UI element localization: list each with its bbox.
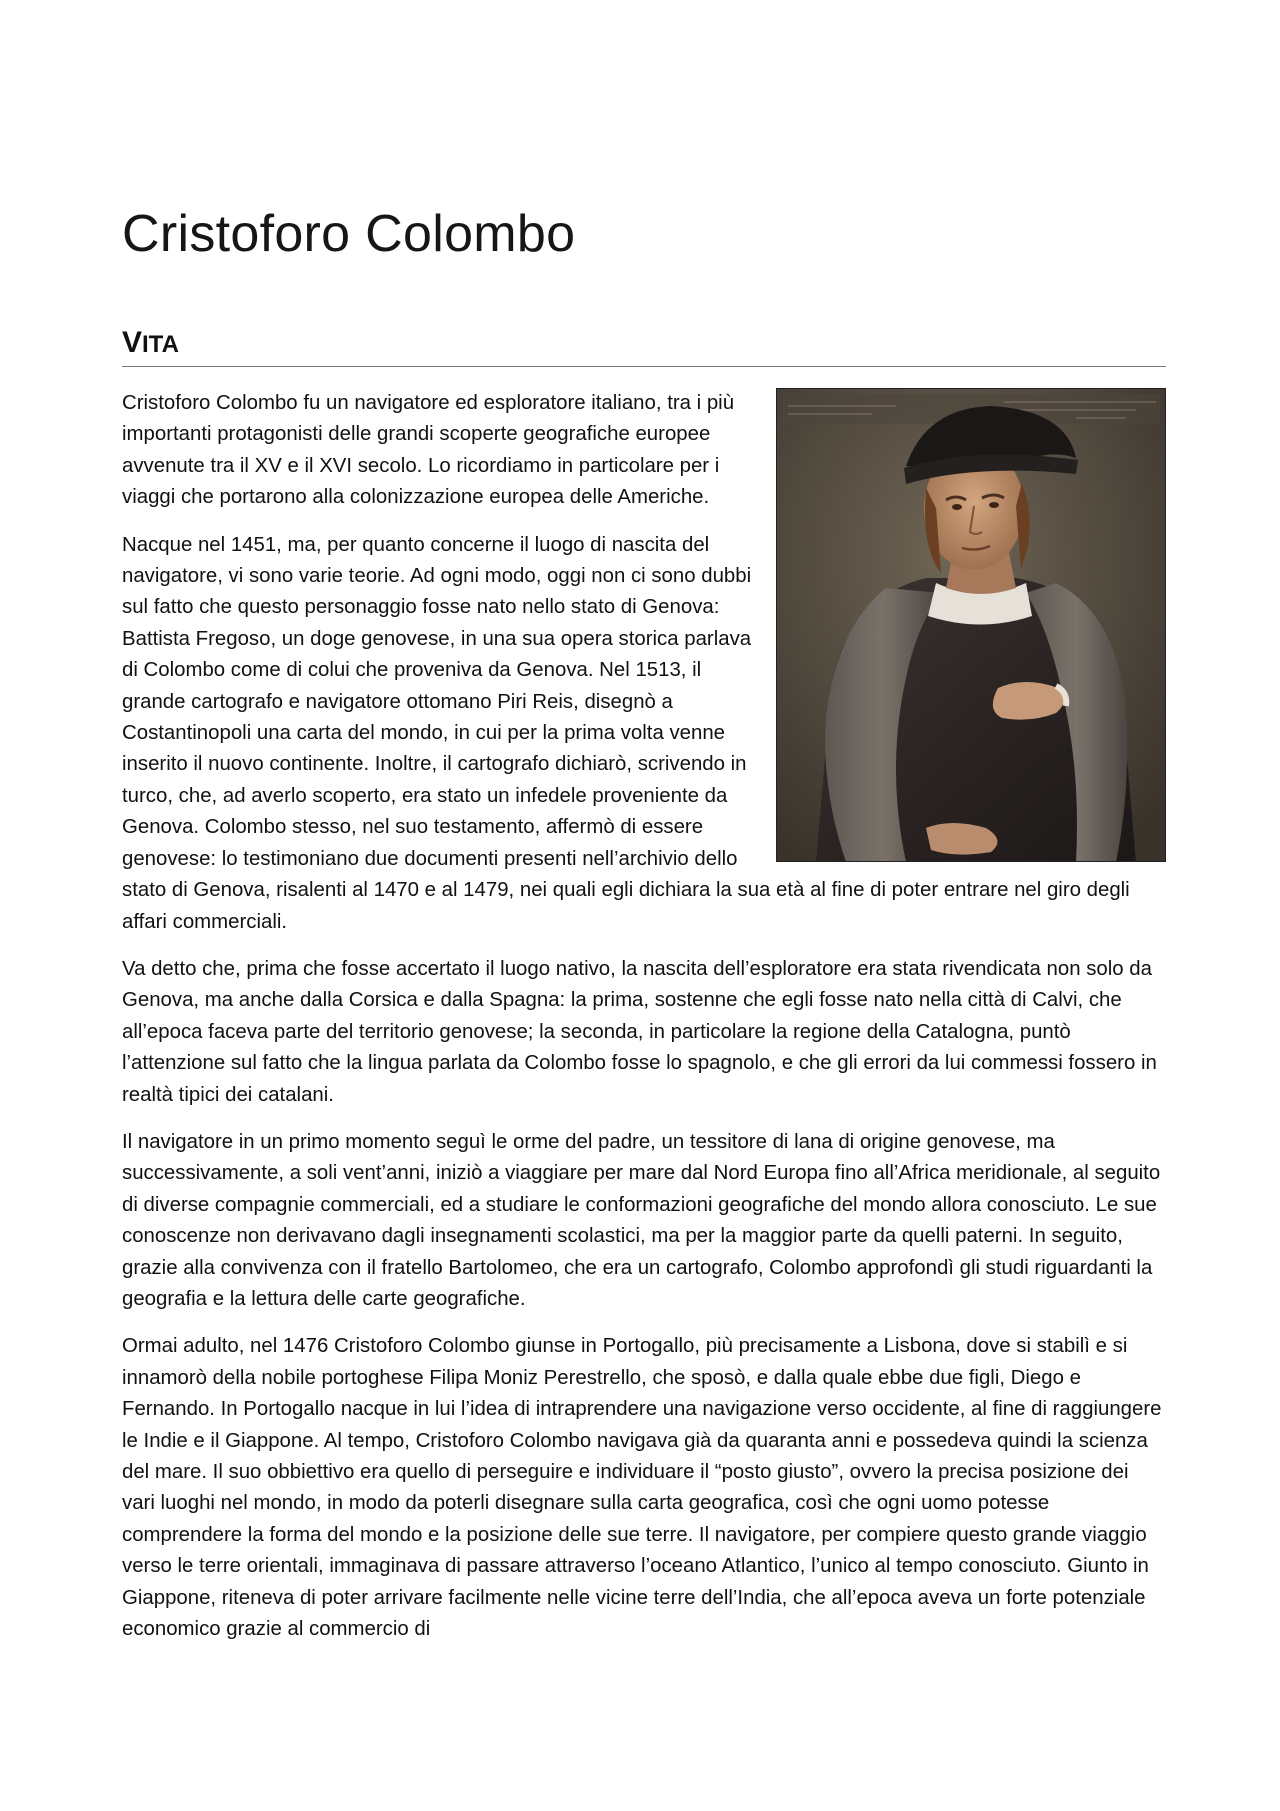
section-heading-rest: ITA [142, 331, 179, 358]
portrait-illustration [776, 388, 1166, 862]
paragraph-5: Ormai adulto, nel 1476 Cristoforo Colombo giunse in Portogallo, più precisamente a Lisbona, dove si stabilì e si innamorò della nobile portoghese Filipa Moniz Perestrello, che sposò, e dalla quale ebbe due figli, Diego e Fernando. In Portogallo nacque in lui l’idea di intraprendere una navigazione verso occidente, al fine di raggiungere le Indie e il Giappone. Al tempo, Cristoforo Colombo navigava già da quaranta anni e possedeva quindi la scienza del mare. Il suo obbiettivo era quello di perseguire e individuare il “posto giusto”, ovvero la precisa posizione dei vari luoghi nel mondo, in modo da poterli disegnare sulla carta geografica, così che ogni uomo potesse comprendere la forma del mondo e la posizione delle sue terre. Il navigatore, per compiere questo grande viaggio verso le terre orientali, immaginava di passare attraverso l’oceano Atlantico, l’unico al tempo conosciuto. Giunto in Giappone, riteneva di poter arrivare facilmente nelle vicine terre dell’India, che all’epoca aveva un forte potenziale economico grazie al commercio di [122, 1335, 1162, 1641]
paragraph-3: Va detto che, prima che fosse accertato il luogo nativo, la nascita dell’esploratore era stata rivendicata non solo da Genova, ma anche dalla Corsica e dalla Spagna: la prima, sostenne che egli fosse nato nella città di Calvi, che all’epoca faceva parte del territorio genovese; la seconda, in particolare la regione della Catalogna, puntò l’attenzione sul fatto che la lingua parlata da Colombo fosse lo spagnolo, e che gli errori da lui commessi fossero in realtà tipici dei catalani. [122, 957, 1157, 1106]
section-heading-initial: V [122, 326, 143, 359]
paragraph-4: Il navigatore in un primo momento seguì le orme del padre, un tessitore di lana di origine genovese, ma successivamente, a soli vent’anni, iniziò a viaggiare per mare dal Nord Europa fino all’Africa meridionale, al seguito di diverse compagnie commerciali, ed a studiare le conformazioni geografiche del mondo allora conosciuto. Le sue conoscenze non derivavano dagli insegnamenti scolastici, ma per la maggior parte da quelli paterni. In seguito, grazie alla convivenza con il fratello Bartolomeo, che era un cartografo, Colombo approfondì gli studi riguardanti la geografia e la lettura delle carte geografiche. [122, 1130, 1161, 1310]
paragraph-2: Nacque nel 1451, ma, per quanto concerne il luogo di nascita del navigatore, vi sono varie teorie. Ad ogni modo, oggi non ci sono dubbi sul fatto che questo personaggio fosse nato nello stato di Genova: Battista Fregoso, un doge genovese, in una sua opera storica parlava di Colombo come di colui che proveniva da Genova. Nel 1513, il grande cartografo e navigatore ottomano Piri Reis, disegnò a Costantinopoli una carta del mondo, in cui per la prima volta venne inserito il nuovo continente. Inoltre, il cartografo dichiarò, scrivendo in turco, che, ad averlo scoperto, era stato un infedele proveniente da Genova. Colombo stesso, nel suo testamento, affermò di essere genovese: lo testimoniano due documenti presenti nell’archivio dello stato di Genova, risalenti al 1470 e al 1479, nei quali egli dichiara la sua età al fine di poter entrare nel giro degli affari commerciali. [122, 533, 1130, 933]
paragraph-1: Cristoforo Colombo fu un navigatore ed esploratore italiano, tra i più importanti protagonisti delle grandi scoperte geografiche europee avvenute tra il XV e il XVI secolo. Lo ricordiamo in particolare per i viaggi che portarono alla colonizzazione europea delle Americhe. [122, 392, 735, 509]
document-title: Cristoforo Colombo [122, 205, 576, 263]
portrait-image [776, 388, 1166, 862]
section-heading-vita [122, 324, 1166, 367]
document-body [122, 388, 1166, 1661]
